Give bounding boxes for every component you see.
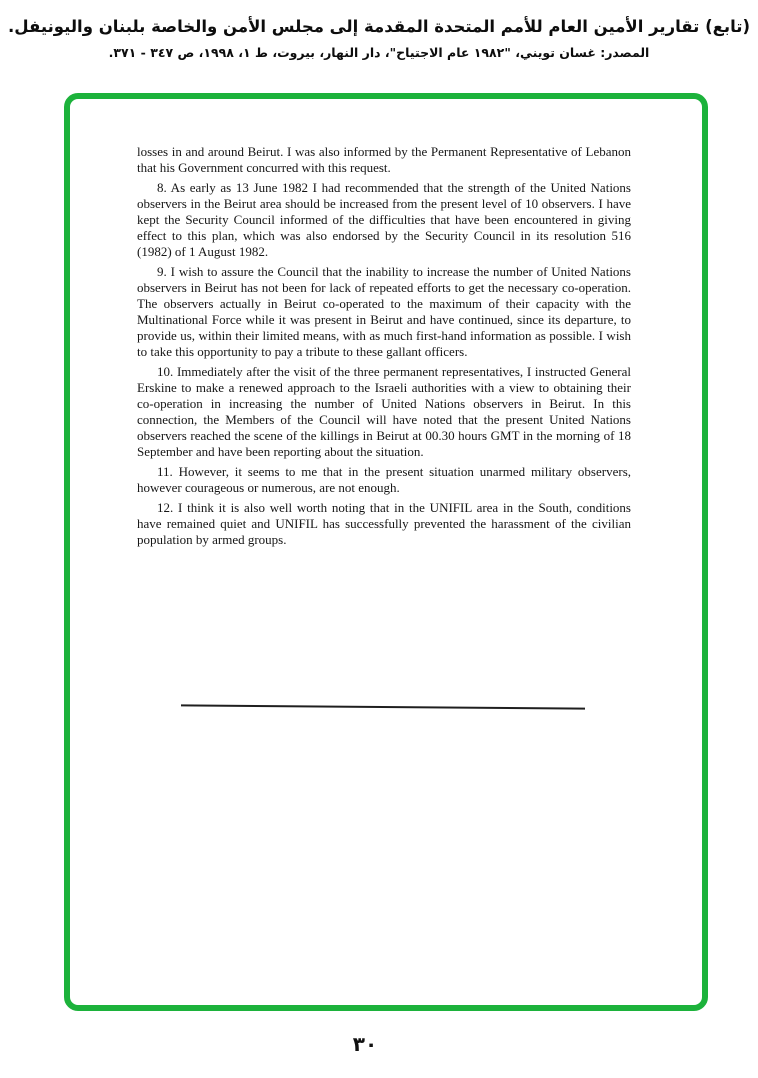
arabic-header (0, 13, 758, 64)
paragraph-continuation: losses in and around Beirut. I was also informed by the Permanent Representative of Lebanon that his Government concurred with this request. (137, 144, 631, 175)
paragraph-10: 10. Immediately after the visit of the three permanent representatives, I instructed General Erskine to make a renewed approach to the Israeli authorities with a view to obtaining their co-operation in increasing the number of United Nations observers in Beirut. In this connection, the Members of the Council will have noted that the present United Nations observers reached the scene of the killings in Beirut at 00.30 hours GMT in the morning of 18 September and have been reporting about the situation. (137, 364, 631, 459)
paragraph-9: 9. I wish to assure the Council that the inability to increase the number of United Nations observers in Beirut has not been for lack of repeated efforts to get the necessary co-operation. The observers actually in Beirut co-operated to the maximum of their capacity with the Multinational Force while it was present in Beirut and have continued, since its departure, to provide us, within their limited means, with as much first-hand information as possible. I wish to take this opportunity to pay a tribute to these gallant officers. (137, 264, 631, 359)
paragraph-11: 11. However, it seems to me that in the present situation unarmed military observers, however courageous or numerous, are not enough. (137, 464, 631, 495)
paragraph-8: 8. As early as 13 June 1982 I had recommended that the strength of the United Nations observers in the Beirut area should be increased from the present level of 10 observers. I have kept the Security Council informed of the difficulties that have been encountered in giving effect to this plan, which was also endorsed by the Security Council in its resolution 516 (1982) of 1 August 1982. (137, 180, 631, 259)
page-number: ٣٠ (352, 1032, 378, 1056)
header-title: (تابع) تقارير الأمين العام للأمم المتحدة المقدمة إلى مجلس الأمن والخاصة بلبنان واليونيفل. (7, 17, 751, 36)
report-text-block (137, 144, 631, 548)
paragraph-12: 12. I think it is also well worth noting that in the UNIFIL area in the South, conditions have remained quiet and UNIFIL has successfully prevented the harassment of the civilian population by armed groups. (137, 500, 631, 547)
green-content-frame (64, 93, 708, 1011)
header-source-citation: المصدر: غسان تويني، "١٩٨٢ عام الاجتياح"، دار النهار، بيروت، ط ١، ١٩٩٨، ص ٣٤٧ - ٣٧١. (108, 45, 650, 61)
